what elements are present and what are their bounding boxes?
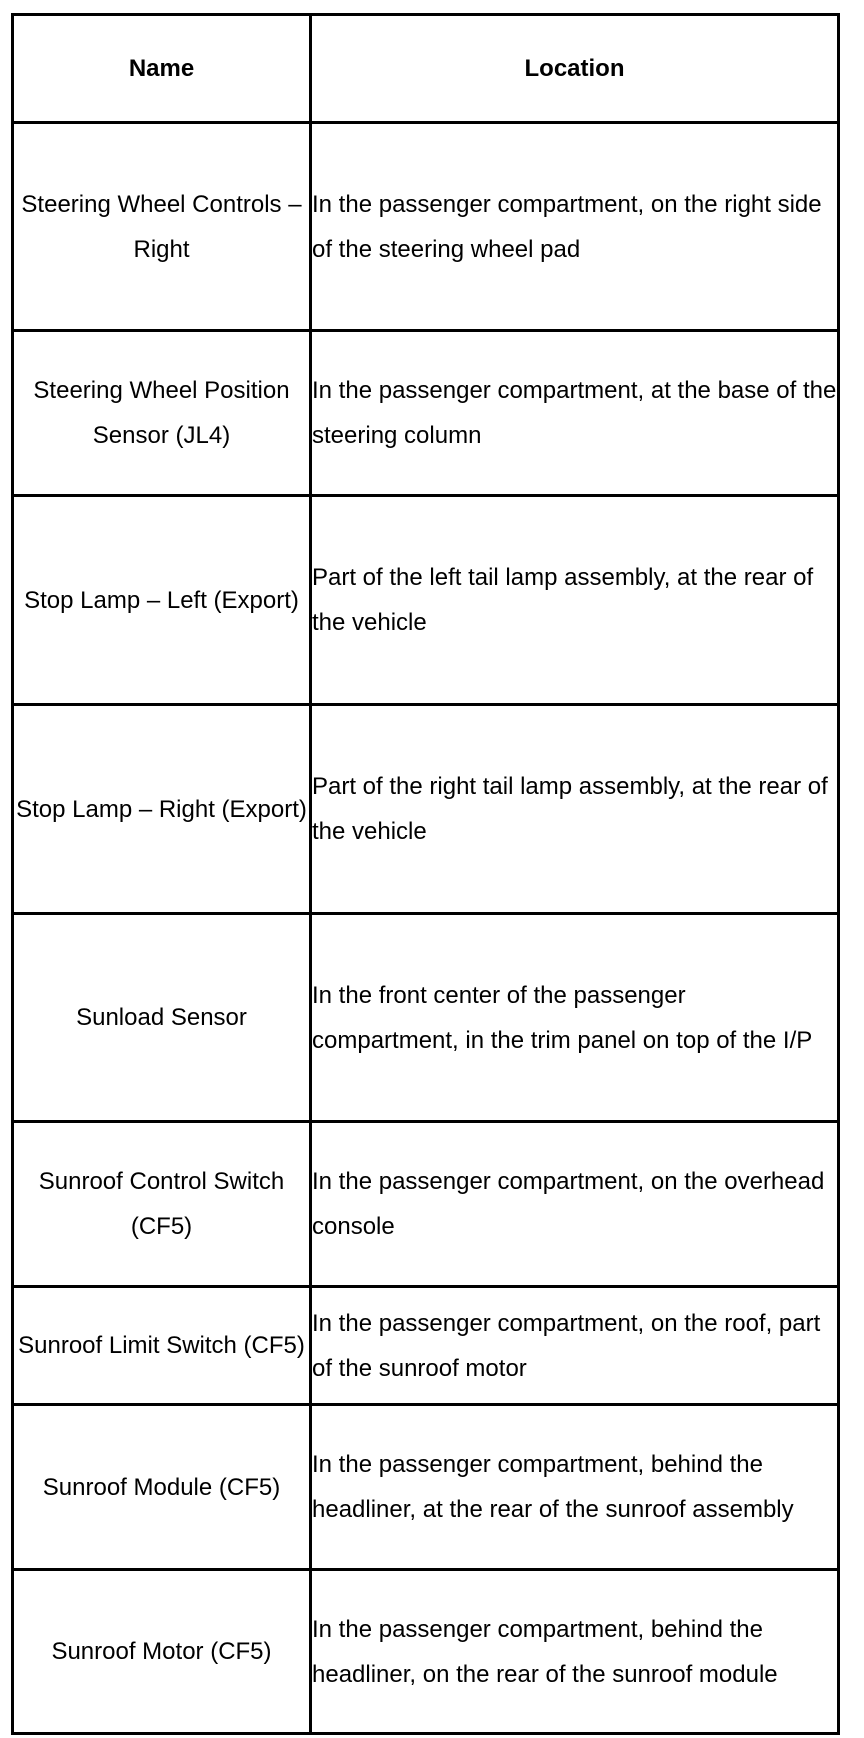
component-name: Sunroof Motor (CF5) bbox=[13, 1570, 311, 1734]
component-name: Sunroof Control Switch (CF5) bbox=[13, 1122, 311, 1287]
component-location: In the passenger compartment, on the roof, part of the sunroof motor bbox=[311, 1287, 839, 1405]
component-name: Stop Lamp – Left (Export) bbox=[13, 496, 311, 705]
component-name: Steering Wheel Controls – Right bbox=[13, 123, 311, 331]
table-row bbox=[13, 123, 839, 331]
component-location: In the passenger compartment, at the base of the steering column bbox=[311, 331, 839, 496]
component-location: Part of the right tail lamp assembly, at the rear of the vehicle bbox=[311, 705, 839, 914]
component-name: Stop Lamp – Right (Export) bbox=[13, 705, 311, 914]
table-row bbox=[13, 1287, 839, 1405]
component-location: In the passenger compartment, on the overhead console bbox=[311, 1122, 839, 1287]
table-row bbox=[13, 1122, 839, 1287]
table-row bbox=[13, 1570, 839, 1734]
component-location: In the passenger compartment, behind the headliner, at the rear of the sunroof assembly bbox=[311, 1405, 839, 1570]
table-row bbox=[13, 914, 839, 1122]
component-location-table bbox=[11, 13, 840, 1735]
table-row bbox=[13, 705, 839, 914]
name-column-header: Name bbox=[13, 15, 311, 123]
location-column-header: Location bbox=[311, 15, 839, 123]
component-name: Sunroof Limit Switch (CF5) bbox=[13, 1287, 311, 1405]
component-name: Sunload Sensor bbox=[13, 914, 311, 1122]
component-name: Sunroof Module (CF5) bbox=[13, 1405, 311, 1570]
component-location: In the passenger compartment, on the right side of the steering wheel pad bbox=[311, 123, 839, 331]
component-location: In the front center of the passenger compartment, in the trim panel on top of the I/P bbox=[311, 914, 839, 1122]
header-row bbox=[13, 15, 839, 123]
component-location: In the passenger compartment, behind the headliner, on the rear of the sunroof module bbox=[311, 1570, 839, 1734]
table-row bbox=[13, 496, 839, 705]
component-location: Part of the left tail lamp assembly, at the rear of the vehicle bbox=[311, 496, 839, 705]
table-row bbox=[13, 1405, 839, 1570]
component-name: Steering Wheel Position Sensor (JL4) bbox=[13, 331, 311, 496]
table-row bbox=[13, 331, 839, 496]
